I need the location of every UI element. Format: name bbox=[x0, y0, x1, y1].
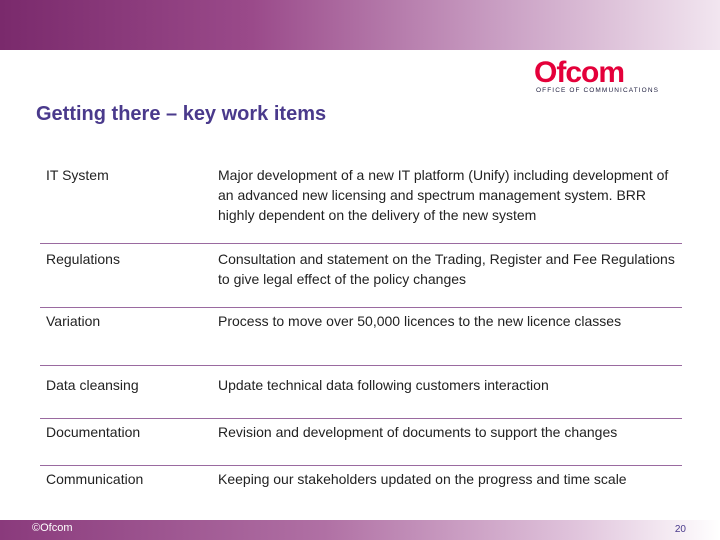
table-row bbox=[40, 466, 682, 524]
row-description: Major development of a new IT platform (Unify) including development of an advanced new licensing and spectrum management system. BRR highly dependent on the delivery of the new system bbox=[218, 167, 669, 223]
row-term: IT System bbox=[46, 167, 109, 183]
work-items-table bbox=[40, 160, 682, 524]
row-description: Process to move over 50,000 licences to the new licence classes bbox=[218, 313, 622, 329]
row-description: Update technical data following customers interaction bbox=[218, 377, 549, 393]
copyright-text: ©Ofcom bbox=[32, 522, 73, 534]
row-description: Consultation and statement on the Trading, Register and Fee Regulations to give legal effect of the policy changes bbox=[218, 251, 675, 287]
footer-band bbox=[0, 520, 720, 540]
table-row bbox=[40, 244, 682, 308]
row-term: Regulations bbox=[46, 251, 120, 267]
row-term: Communication bbox=[46, 471, 144, 487]
row-term: Data cleansing bbox=[46, 377, 139, 393]
page-number: 20 bbox=[674, 524, 686, 535]
row-description: Keeping our stakeholders updated on the progress and time scale bbox=[218, 471, 627, 487]
table-row bbox=[40, 419, 682, 466]
row-term: Variation bbox=[46, 313, 101, 329]
table-row bbox=[40, 160, 682, 244]
logo-subtitle: OFFICE OF COMMUNICATIONS bbox=[536, 87, 660, 94]
table-row bbox=[40, 308, 682, 366]
logo-wordmark: Ofcom bbox=[534, 56, 625, 89]
header-band bbox=[0, 0, 720, 50]
table-row bbox=[40, 366, 682, 419]
ofcom-logo bbox=[534, 56, 686, 96]
row-term: Documentation bbox=[46, 424, 141, 440]
page-title: Getting there – key work items bbox=[36, 103, 327, 125]
row-description: Revision and development of documents to support the changes bbox=[218, 424, 618, 440]
